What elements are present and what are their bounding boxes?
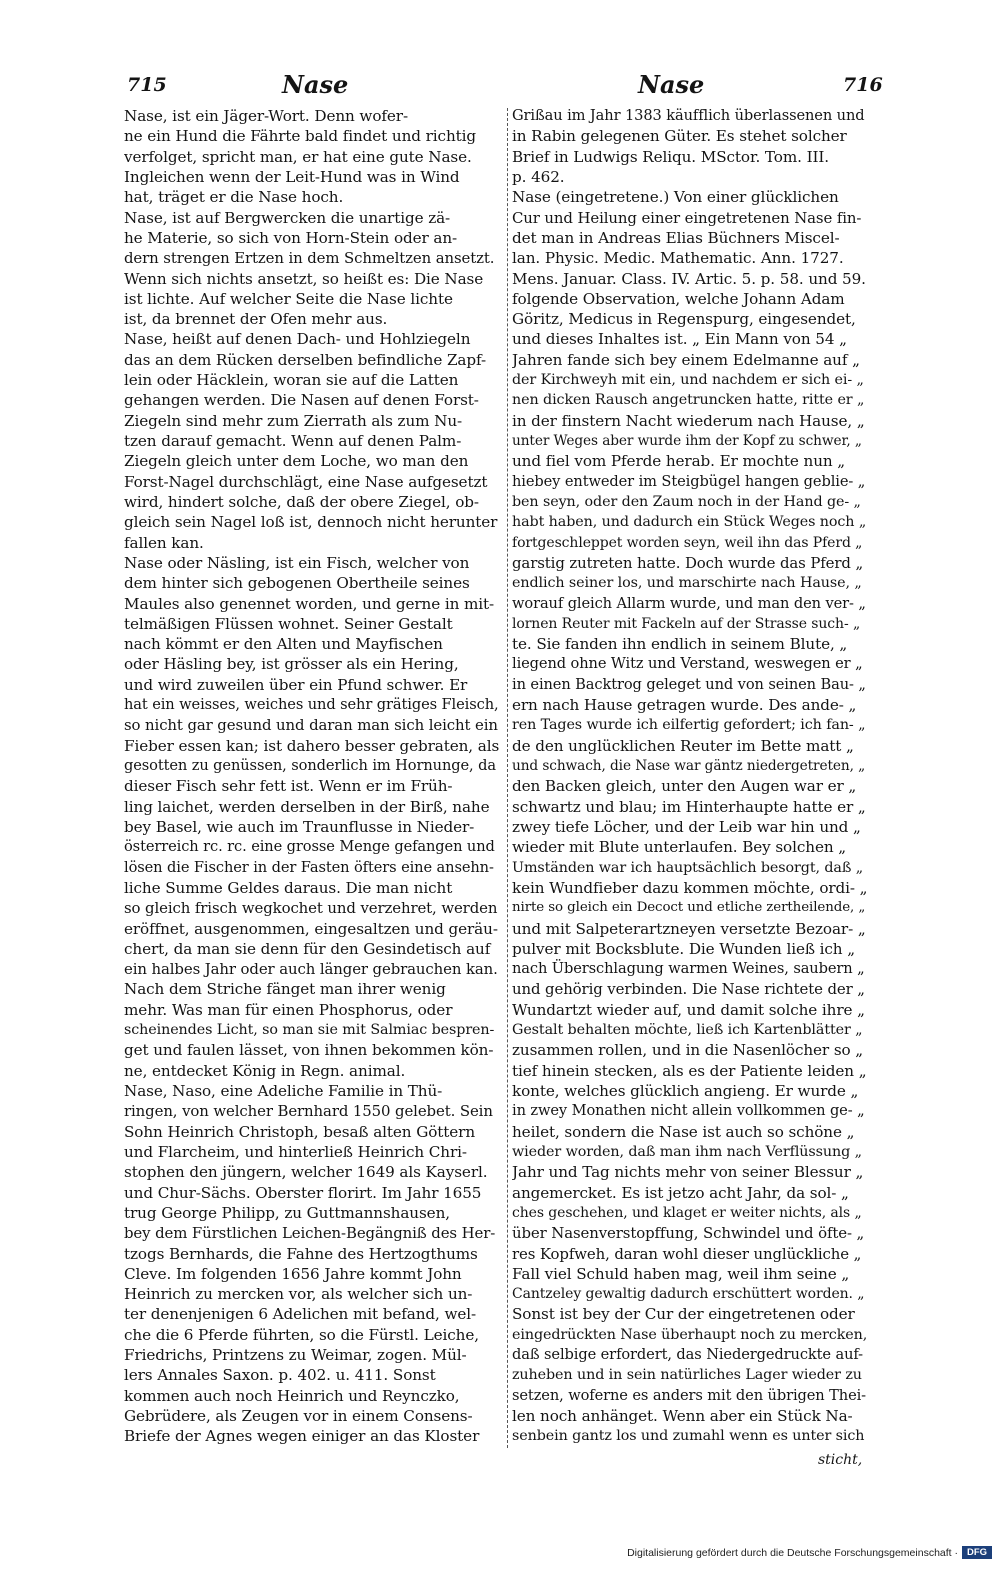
- text-line: Sohn Heinrich Christoph, besaß alten Göttern: [124, 1122, 476, 1141]
- text-line: garstig zutreten hatte. Doch wurde das Pferd „: [512, 553, 864, 572]
- text-line: den Backen gleich, unter den Augen war er „: [512, 777, 857, 796]
- text-line: ein halbes Jahr oder auch länger gebrauchen kan.: [124, 960, 498, 979]
- text-line: verfolget, spricht man, er hat eine gute Nase.: [124, 147, 472, 166]
- text-line: fortgeschleppet worden seyn, weil ihn das Pferd „: [512, 534, 863, 551]
- text-line: stophen den jüngern, welcher 1649 als Kayserl.: [124, 1163, 488, 1182]
- text-line: in zwey Monathen nicht allein vollkommen ge- „: [512, 1102, 865, 1120]
- text-line: wieder mit Blute unterlaufen. Bey solchen „: [512, 838, 847, 857]
- text-line: ist lichte. Auf welcher Seite die Nase lichte: [124, 289, 453, 308]
- text-line: gehangen werden. Die Nasen auf denen Forst-: [124, 391, 479, 410]
- text-line: habt haben, und dadurch ein Stück Weges noch „: [512, 514, 867, 531]
- text-line: kein Wundfieber dazu kommen möchte, ordi- „: [512, 878, 867, 897]
- text-line: Umständen war ich hauptsächlich besorgt, daß „: [512, 859, 864, 876]
- right-text-column: [512, 106, 867, 1447]
- text-line: Briefe der Agnes wegen einiger an das Kloster: [124, 1427, 480, 1446]
- text-line: Cur und Heilung einer eingetretenen Nase fin-: [512, 208, 862, 227]
- text-line: len noch anhänget. Wenn aber ein Stück Na-: [512, 1407, 853, 1425]
- text-line: folgende Observation, welche Johann Adam: [512, 289, 845, 308]
- text-line: chert, da man sie denn für den Gesindetisch auf: [124, 939, 491, 958]
- text-line: p. 462.: [512, 167, 565, 186]
- text-line: zuheben und in sein natürliches Lager wieder zu: [512, 1367, 862, 1384]
- text-line: und wird zuweilen über ein Pfund schwer. Er: [124, 675, 468, 694]
- text-line: lein oder Häcklein, woran sie auf die Latten: [124, 371, 459, 390]
- text-line: ne, entdecket König in Regn. animal.: [124, 1061, 406, 1080]
- text-line: wieder worden, daß man ihm nach Verflüssung „: [512, 1143, 862, 1160]
- text-line: lösen die Fischer in der Fasten öfters eine ansehn-: [124, 858, 494, 876]
- text-line: Ziegeln gleich unter dem Loche, wo man den: [124, 452, 469, 471]
- text-line: dern strengen Ertzen in dem Schmeltzen ansetzt.: [124, 249, 495, 268]
- text-line: eröffnet, ausgenommen, eingesaltzen und geräu-: [124, 919, 498, 938]
- text-line: Nase, ist auf Bergwercken die unartige zä-: [124, 208, 451, 227]
- text-line: ne ein Hund die Fährte bald findet und richtig: [124, 127, 477, 146]
- text-line: Cleve. Im folgenden 1656 Jahre kommt John: [124, 1264, 462, 1283]
- text-line: eingedrückten Nase überhaupt noch zu mercken,: [512, 1326, 867, 1343]
- text-line: setzen, woferne es anders mit den übrigen Thei-: [512, 1386, 867, 1404]
- left-text-column: [124, 106, 499, 1447]
- text-line: endlich seiner los, und marschirte nach Hause, „: [512, 575, 862, 592]
- text-line: tief hinein stecken, als es der Patiente leiden „: [512, 1061, 867, 1080]
- text-line: dieser Fisch sehr fett ist. Wenn er im Früh-: [124, 777, 453, 796]
- text-line: ling laichet, werden derselben in der Birß, nahe: [124, 797, 490, 816]
- text-line: in Rabin gelegenen Güter. Es stehet solcher: [512, 127, 847, 146]
- text-line: Brief in Ludwigs Reliqu. MSctor. Tom. III.: [512, 147, 829, 166]
- text-line: dem hinter sich gebogenen Obertheile seines: [124, 574, 470, 593]
- text-line: Wundartzt wieder auf, und damit solche ihre „: [512, 1000, 865, 1019]
- text-line: wird, hindert solche, daß der obere Ziegel, ob-: [124, 492, 479, 511]
- text-line: Sonst ist bey der Cur der eingetretenen oder: [512, 1305, 855, 1324]
- text-line: Göritz, Medicus in Regenspurg, eingesendet,: [512, 310, 856, 329]
- text-line: Nase, ist ein Jäger-Wort. Denn wofer-: [124, 107, 408, 125]
- text-line: nirte so gleich ein Decoct und etliche zertheilende, „: [512, 900, 866, 916]
- text-line: che die 6 Pferde führten, so die Fürstl. Leiche,: [124, 1325, 479, 1344]
- text-line: in der finstern Nacht wiederum nach Hause, „: [512, 411, 865, 430]
- text-line: lornen Reuter mit Fackeln auf der Strasse such- „: [512, 615, 861, 632]
- text-line: Nase, heißt auf denen Dach- und Hohlziegeln: [124, 330, 471, 349]
- text-line: gesotten zu genüssen, sonderlich im Hornunge, da: [124, 757, 496, 774]
- text-line: de den unglücklichen Reuter im Bette matt „: [512, 736, 854, 755]
- right-running-head: Nase: [638, 70, 705, 99]
- text-line: ren Tages wurde ich eilfertig gefordert; ich fan- „: [512, 717, 866, 734]
- text-line: lers Annales Saxon. p. 402. u. 411. Sonst: [124, 1366, 436, 1385]
- text-line: ringen, von welcher Bernhard 1550 gelebet. Sein: [124, 1102, 493, 1121]
- text-line: so gleich frisch wegkochet und verzehret, werden: [124, 899, 498, 918]
- text-line: daß selbige erfordert, das Niedergedruckte auf-: [512, 1346, 863, 1364]
- text-line: senbein gantz los und zumahl wenn es unter sich: [512, 1428, 865, 1445]
- text-line: zwey tiefe Löcher, und der Leib war hin und „: [512, 817, 861, 836]
- text-line: und schwach, die Nase war gäntz niedergetreten, „: [512, 758, 866, 774]
- text-line: Ingleichen wenn der Leit-Hund was in Wind: [124, 167, 460, 186]
- text-line: det man in Andreas Elias Büchners Miscel-: [512, 228, 840, 247]
- dfg-logo: DFG: [962, 1546, 992, 1559]
- left-running-head: Nase: [282, 70, 349, 99]
- text-line: fallen kan.: [124, 533, 204, 552]
- text-line: nach Überschlagung warmen Weines, saubern „: [512, 960, 865, 978]
- text-line: unter Weges aber wurde ihm der Kopf zu schwer, „: [512, 433, 862, 449]
- text-line: ches geschehen, und klaget er weiter nichts, als „: [512, 1204, 862, 1221]
- column-divider: [507, 108, 508, 1448]
- text-line: schwartz und blau; im Hinterhaupte hatte er „: [512, 797, 866, 816]
- text-line: heilet, sondern die Nase ist auch so schöne „: [512, 1122, 855, 1141]
- text-line: kommen auch noch Heinrich und Reynczko,: [124, 1386, 460, 1405]
- text-line: telmäßigen Flüssen wohnet. Seiner Gestalt: [124, 614, 453, 633]
- text-line: zusammen rollen, und in die Nasenlöcher so „: [512, 1041, 864, 1060]
- text-line: hiebey entweder im Steigbügel hangen geblie- „: [512, 472, 866, 490]
- text-line: nach kömmt er den Alten und Mayfischen: [124, 635, 443, 654]
- text-line: liegend ohne Witz und Verstand, weswegen er „: [512, 655, 863, 673]
- text-line: Nase, Naso, eine Adeliche Familie in Thü-: [124, 1082, 443, 1100]
- footer-attribution: [600, 1546, 992, 1559]
- text-line: Jahr und Tag nichts mehr von seiner Blessur „: [512, 1163, 864, 1182]
- text-line: pulver mit Bocksblute. Die Wunden ließ ich „: [512, 939, 855, 958]
- text-line: he Materie, so sich von Horn-Stein oder an-: [124, 228, 458, 247]
- text-line: in einen Backtrog geleget und von seinen Bau- „: [512, 675, 866, 693]
- text-line: Gebrüdere, als Zeugen vor in einem Consens-: [124, 1407, 473, 1425]
- text-line: bey dem Fürstlichen Leichen-Begängniß des Her-: [124, 1224, 496, 1243]
- text-line: Maules also genennet worden, und gerne in mit-: [124, 594, 495, 613]
- text-line: Mens. Januar. Class. IV. Artic. 5. p. 58. und 59.: [512, 269, 866, 288]
- text-line: tzen darauf gemacht. Wenn auf denen Palm-: [124, 432, 462, 450]
- text-line: Heinrich zu mercken vor, als welcher sich un-: [124, 1285, 473, 1304]
- text-line: te. Sie fanden ihn endlich in seinem Blute, „: [512, 635, 848, 654]
- text-line: liche Summe Geldes daraus. Die man nicht: [124, 878, 453, 897]
- text-line: Jahren fande sich bey einem Edelmanne auf „: [512, 350, 860, 369]
- text-line: der Kirchweyh mit ein, und nachdem er sich ei- „: [512, 372, 864, 389]
- text-line: Wenn sich nichts ansetzt, so heißt es: Die Nase: [124, 269, 484, 288]
- footer-text: Digitalisierung gefördert durch die Deutsche Forschungsgemeinschaft ·: [627, 1546, 958, 1559]
- text-line: Grißau im Jahr 1383 käufflich überlassenen und: [512, 107, 865, 124]
- left-page-number: 715: [127, 74, 167, 96]
- text-line: Fall viel Schuld haben mag, weil ihm seine „: [512, 1264, 850, 1283]
- text-line: get und faulen lässet, von ihnen bekommen kön-: [124, 1041, 494, 1060]
- text-line: österreich rc. rc. eine grosse Menge gefangen und: [124, 838, 495, 856]
- text-line: lan. Physic. Medic. Mathematic. Ann. 1727.: [512, 249, 844, 268]
- text-line: oder Häsling bey, ist grösser als ein Hering,: [124, 655, 459, 674]
- text-line: Forst-Nagel durchschlägt, eine Nase aufgesetzt: [124, 472, 488, 491]
- text-line: ben seyn, oder den Zaum noch in der Hand ge- „: [512, 493, 861, 510]
- text-line: Friedrichs, Printzens zu Weimar, zogen. Mül-: [124, 1346, 467, 1365]
- text-line: Nach dem Striche fänget man ihrer wenig: [124, 980, 446, 999]
- text-line: ist, da brennet der Ofen mehr aus.: [124, 310, 388, 329]
- text-line: hat ein weisses, weiches und sehr grätiges Fleisch,: [124, 696, 499, 714]
- text-line: mehr. Was man für einen Phosphorus, oder: [124, 1000, 453, 1019]
- text-line: und Flarcheim, und hinterließ Heinrich Chri-: [124, 1142, 467, 1161]
- text-line: ter denenjenigen 6 Adelichen mit befand, wel-: [124, 1305, 477, 1324]
- text-line: und fiel vom Pferde herab. Er mochte nun „: [512, 452, 846, 471]
- text-line: gleich sein Nagel loß ist, dennoch nicht herunter: [124, 513, 498, 532]
- text-line: Cantzeley gewaltig dadurch erschüttert worden. „: [512, 1286, 865, 1303]
- text-line: bey Basel, wie auch im Traunflusse in Nieder-: [124, 817, 475, 836]
- catchword: sticht,: [818, 1452, 863, 1468]
- text-line: tzogs Bernhards, die Fahne des Hertzogthums: [124, 1244, 478, 1263]
- text-line: und mit Salpeterartzneyen versetzte Bezoar- „: [512, 919, 866, 938]
- text-line: Nase oder Näsling, ist ein Fisch, welcher von: [124, 553, 470, 572]
- text-line: Fieber essen kan; ist dahero besser gebraten, als: [124, 736, 499, 755]
- text-line: und gehörig verbinden. Die Nase richtete der „: [512, 980, 865, 999]
- text-line: hat, träget er die Nase hoch.: [124, 188, 344, 207]
- text-line: res Kopfweh, daran wohl dieser unglückliche „: [512, 1244, 862, 1263]
- text-line: scheinendes Licht, so man sie mit Salmiac bespren-: [124, 1022, 495, 1039]
- text-line: ern nach Hause getragen wurde. Des ande- „: [512, 696, 857, 715]
- right-page-number: 716: [843, 74, 883, 96]
- text-line: das an dem Rücken derselben befindliche Zapf-: [124, 350, 487, 369]
- text-line: nen dicken Rausch angetruncken hatte, ritte er „: [512, 392, 865, 409]
- text-line: Nase (eingetretene.) Von einer glücklichen: [512, 188, 839, 207]
- text-line: trug George Philipp, zu Guttmannshausen,: [124, 1203, 450, 1222]
- text-line: angemercket. Es ist jetzo acht Jahr, da sol- „: [512, 1183, 849, 1202]
- text-line: über Nasenverstopffung, Schwindel und öfte- „: [512, 1224, 865, 1243]
- text-line: worauf gleich Allarm wurde, und man den ver- „: [512, 594, 866, 612]
- text-line: konte, welches glücklich angieng. Er wurde „: [512, 1082, 859, 1100]
- text-line: so nicht gar gesund und daran man sich leicht ein: [124, 716, 498, 735]
- text-line: und dieses Inhaltes ist. „ Ein Mann von 54 „: [512, 330, 847, 349]
- text-line: Gestalt behalten möchte, ließ ich Kartenblätter „: [512, 1022, 863, 1039]
- text-line: Ziegeln sind mehr zum Zierrath als zum Nu-: [124, 411, 463, 430]
- text-line: und Chur-Sächs. Oberster florirt. Im Jahr 1655: [124, 1183, 482, 1202]
